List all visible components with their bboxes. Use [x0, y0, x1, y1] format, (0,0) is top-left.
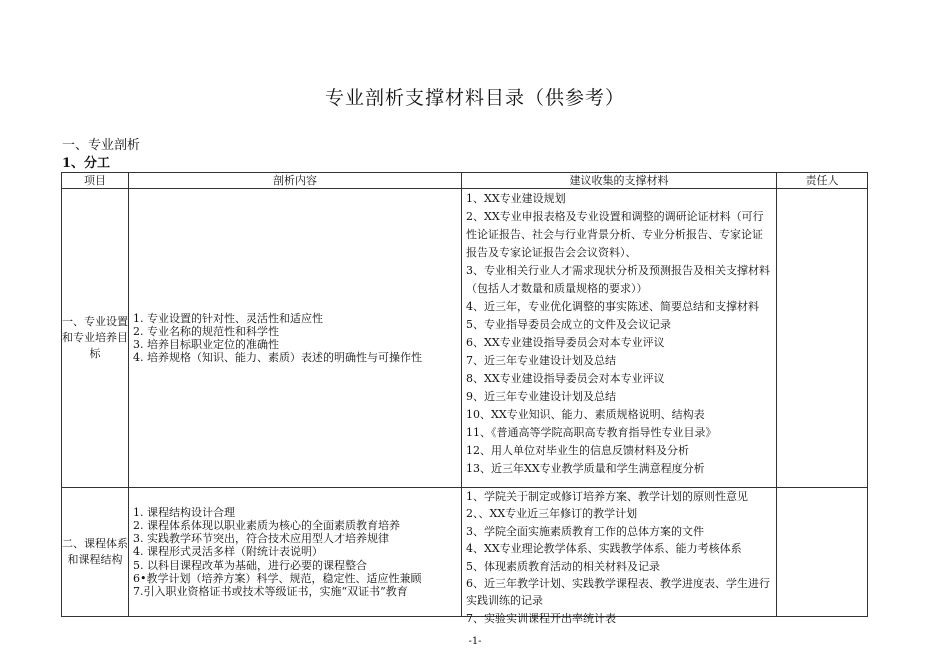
- material-item: 4、XX专业理论教学体系、实践教学体系、能力考核体系: [466, 542, 742, 556]
- content-item: 3. 培养目标职业定位的准确性: [133, 338, 279, 351]
- table-row: [62, 189, 868, 488]
- content-item: 5. 以科目课程改革为基础，进行必要的课程整合: [133, 558, 367, 572]
- material-item: 10、XX专业知识、能力、素质规格说明、结构表: [466, 408, 705, 421]
- project-cell: 二、课程体系和课程结构: [62, 488, 129, 617]
- header-project: 项目: [62, 173, 129, 189]
- material-item: 12、用人单位对毕业生的信息反馈材料及分析: [466, 444, 689, 457]
- materials-cell: [462, 488, 777, 625]
- material-item: 13、近三年XX专业教学质量和学生满意程度分析: [466, 462, 705, 475]
- section-heading: 一、专业剖析: [62, 138, 141, 153]
- material-item: 1、学院关于制定或修订培养方案、教学计划的原则性意见: [466, 490, 748, 503]
- material-item: 5、体现素质教育活动的相关材料及记录: [466, 559, 660, 573]
- owner-cell: [777, 488, 868, 617]
- project-cell: 一、专业设置和专业培养目标: [62, 189, 129, 488]
- content-cell: [129, 488, 462, 617]
- material-item: 1、XX专业建设规划: [466, 192, 566, 205]
- material-item: 3、专业相关行业人才需求现状分析及预测报告及相关支撑材料（包括人才数量和质量规格的要求））: [466, 264, 770, 295]
- document-title: 专业剖析支撑材料目录（供参考）: [324, 87, 625, 109]
- material-item: 6、近三年教学计划、实践教学课程表、教学进度表、学生进行实践训练的记录: [466, 577, 770, 608]
- subsection-heading: 1、分工: [62, 156, 111, 171]
- content-item: 4. 课程形式灵活多样（附统计表说明）: [133, 545, 323, 559]
- header-materials: 建议收集的支撑材料: [462, 173, 777, 189]
- material-item: 2、、XX专业近三年修订的教学计划: [466, 507, 638, 521]
- owner-cell: [777, 189, 868, 488]
- content-item: 6•教学计划（培养方案）科学、规范，稳定性、适应性兼顾: [133, 571, 422, 585]
- content-item: 1. 专业设置的针对性、灵活性和适应性: [133, 312, 323, 325]
- table-row: [62, 488, 868, 617]
- material-item: 6、XX专业建设指导委员会对本专业评议: [466, 336, 665, 349]
- content-item: 4. 培养规格（知识、能力、素质）表述的明确性与可操作性: [133, 351, 422, 364]
- content-item: 7.引入职业资格证书或技术等级证书，实施“双证书”教育: [133, 585, 408, 598]
- material-item: 5、专业指导委员会成立的文件及会议记录: [466, 318, 671, 331]
- material-item: 4、近三年，专业优化调整的事实陈述、简要总结和支撑材料: [466, 300, 759, 313]
- content-item: 2. 专业名称的规范性和科学性: [133, 325, 279, 338]
- material-item: 9、近三年专业建设计划及总结: [466, 390, 616, 403]
- material-item: 11、《普通高等学院高职高专教育指导性专业目录》: [466, 426, 717, 439]
- material-item: 8、XX专业建设指导委员会对本专业评议: [466, 372, 665, 385]
- content-item: 1. 课程结构设计合理: [133, 505, 235, 519]
- table-header-row: [62, 173, 868, 189]
- content-cell: [129, 189, 462, 488]
- material-item: 3、学院全面实施素质教育工作的总体方案的文件: [466, 524, 704, 538]
- header-content: 剖析内容: [129, 173, 462, 189]
- materials-cell: [462, 189, 777, 488]
- header-owner: 责任人: [777, 173, 868, 189]
- content-item: 3. 实践教学环节突出，符合技术应用型人才培养规律: [133, 532, 389, 546]
- material-item: 7、近三年专业建设计划及总结: [466, 354, 616, 367]
- material-item: 7、实验实训课程开出率统计表: [466, 611, 616, 625]
- material-item: 2、XX专业申报表格及专业设置和调整的调研论证材料（可行性论证报告、社会与行业背景分析、专业分析报告、专家论证报告及专家论证报告会会议资料）、: [466, 210, 764, 259]
- page-number: -1-: [468, 636, 482, 647]
- content-item: 2. 课程体系体现以职业素质为核心的全面素质教育培养: [133, 518, 400, 532]
- support-materials-table: [61, 172, 868, 625]
